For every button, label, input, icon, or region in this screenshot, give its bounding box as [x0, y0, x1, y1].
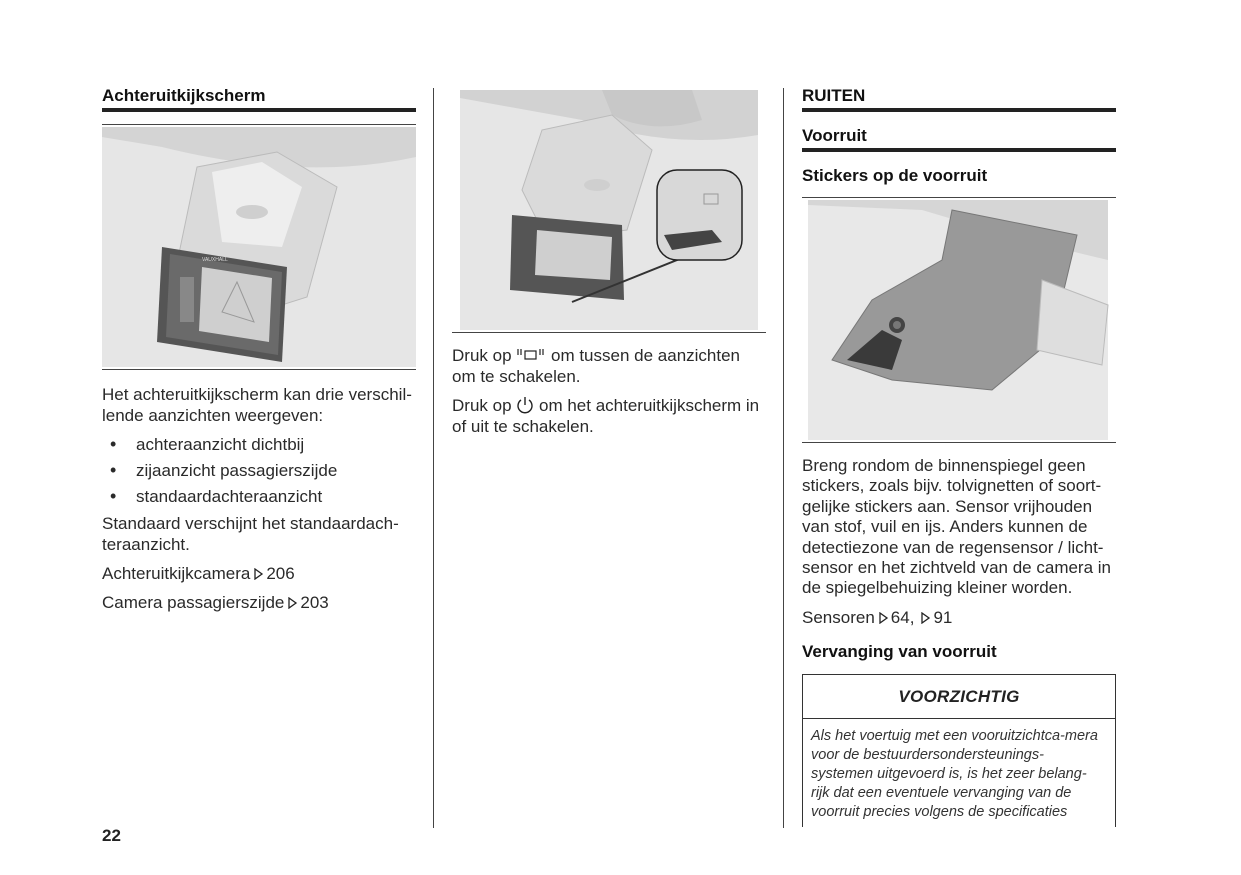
cross-reference-rear-camera[interactable] — [102, 563, 416, 584]
page-reference-arrow-icon — [919, 612, 931, 624]
view-list — [102, 434, 416, 507]
text-press: Druk op — [452, 346, 512, 365]
paragraph-switch-views — [452, 345, 766, 387]
page-reference-arrow-icon — [877, 612, 889, 624]
display-controls-illustration — [452, 90, 766, 330]
rear-view-display-illustration — [102, 127, 416, 367]
page-reference-arrow-icon — [252, 568, 264, 580]
paragraph-sticker-warning: Breng rondom de binnenspiegel geen stickers, zoals bijv. tolvignetten of soort-gelijke stickers aan. Sensor vrijhouden van stof, vuil en ijs. Anders kunnen de detectiezone van de regensensor / licht-sensor en het zichtveld van de camera in de spiegelbehuizing kleiner worden. — [802, 456, 1112, 598]
view-switch-button-icon — [516, 347, 546, 363]
figure-windshield-sensor — [802, 197, 1116, 443]
figure-rear-view-display — [102, 124, 416, 370]
caution-box — [802, 674, 1116, 827]
column-divider-left — [433, 88, 434, 828]
text-press: Druk op — [452, 396, 512, 415]
caution-title: VOORZICHTIG — [803, 675, 1115, 719]
section-heading-rear-view-display: Achteruitkijkscherm — [102, 86, 416, 112]
reference-page: 64 — [890, 607, 910, 627]
windshield-sensor-illustration — [802, 200, 1116, 440]
right-column — [802, 86, 1116, 827]
left-column — [102, 86, 416, 621]
reference-label: Sensoren — [802, 607, 875, 627]
heading-windshield-stickers: Stickers op de voorruit — [802, 166, 988, 185]
list-item: • achteraanzicht dichtbij — [102, 434, 416, 455]
cross-reference-sensors[interactable]: Sensoren 64, 91 — [802, 607, 953, 627]
svg-text:VAUXHALL: VAUXHALL — [202, 257, 228, 263]
paragraph-intro: Het achteruitkijkscherm kan drie verschil-lende aanzichten weergeven: — [102, 385, 412, 425]
reference-label: Camera passagierszijde — [102, 593, 285, 612]
list-item: • zijaanzicht passagierszijde — [102, 460, 416, 481]
heading-windshield-replacement: Vervanging van voorruit — [802, 641, 997, 661]
text-switch-views: om tussen de aanzichten om te schakelen. — [452, 346, 741, 386]
paragraph-default-view: Standaard verschijnt het standaardach-teraanzicht. — [102, 514, 399, 554]
middle-column — [452, 88, 766, 445]
figure-display-controls — [452, 88, 766, 333]
caution-text: Als het voertuig met een vooruitzichtca-mera voor de bestuurdersondersteunings-systemen uitgevoerd is, is het zeer belang-rijk dat een eventuele vervanging van de voorruit precies volgens de specificaties — [811, 727, 1098, 820]
reference-page: 206 — [266, 564, 295, 583]
subsection-heading-windshield: Voorruit — [802, 126, 1116, 152]
power-button-icon — [516, 396, 534, 414]
page-reference-arrow-icon — [286, 597, 298, 609]
reference-page: 91 — [933, 607, 953, 627]
page-number: 22 — [102, 826, 121, 845]
column-divider-right — [783, 88, 784, 828]
cross-reference-passenger-camera[interactable] — [102, 592, 416, 613]
list-item: • standaardachteraanzicht — [102, 486, 416, 507]
paragraph-power-toggle — [452, 395, 766, 437]
reference-label: Achteruitkijkcamera — [102, 564, 251, 583]
section-heading-windows: RUITEN — [802, 86, 1116, 112]
reference-page: 203 — [300, 593, 329, 612]
text-power-toggle: om het achteruitkijkscherm in of uit te schakelen. — [452, 396, 760, 436]
